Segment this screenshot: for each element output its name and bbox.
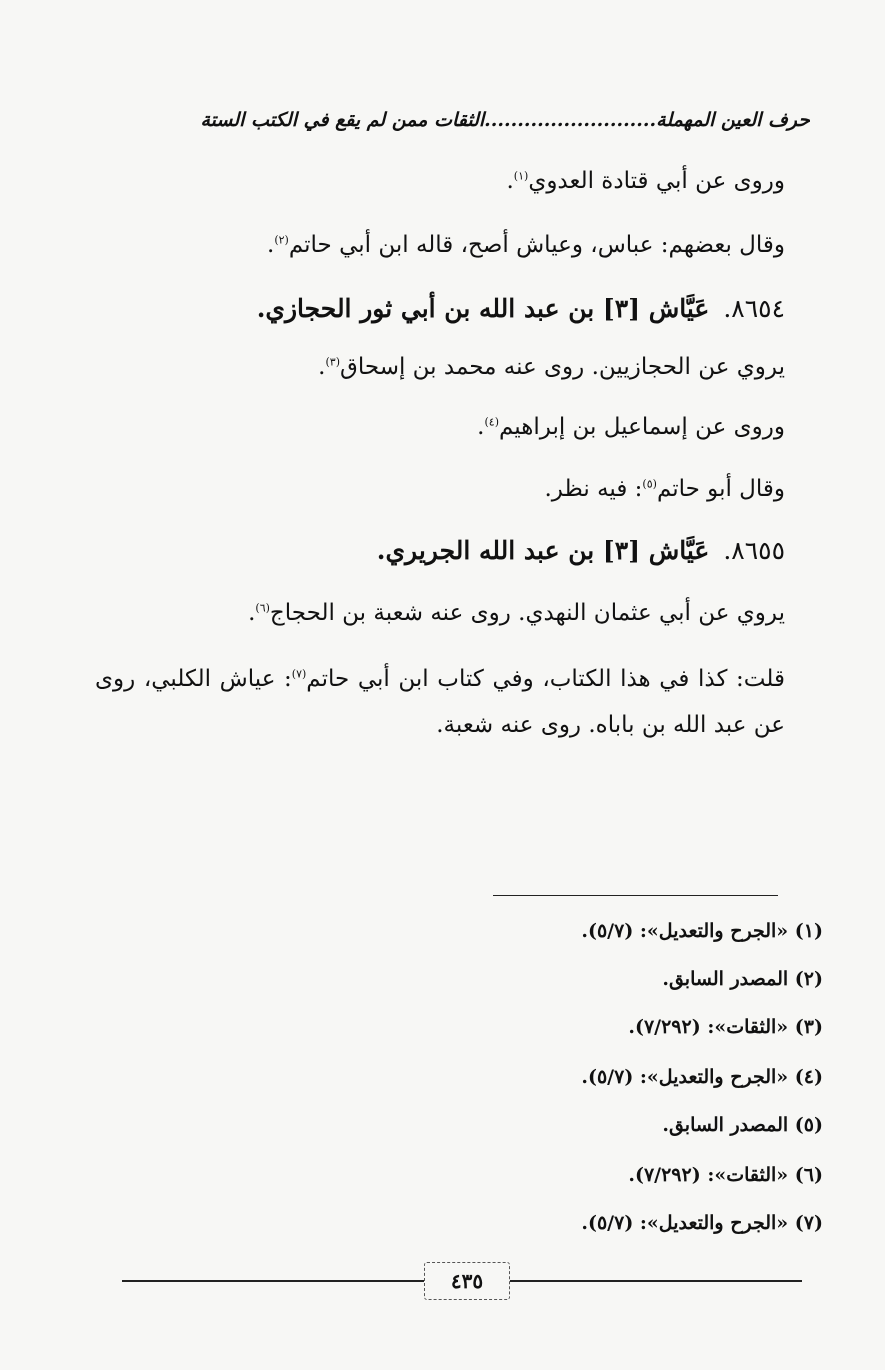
entry-8654	[257, 290, 785, 328]
entry-title: عَيَّاش [٣] بن عبد الله الجريري.	[376, 536, 710, 565]
running-header	[140, 102, 810, 138]
paragraph-text: وقال أبو حاتم	[656, 476, 785, 502]
paragraph-text: وروى عن أبي قتادة العدوي	[528, 168, 785, 194]
paragraph-5	[545, 472, 786, 506]
header-book-title: الثقات ممن لم يقع في الكتب الستة	[200, 109, 485, 131]
footnote-5: (٥) المصدر السابق.	[662, 1114, 823, 1136]
paragraph-6	[248, 596, 785, 630]
paragraph-3	[318, 350, 785, 384]
paragraph-end: .	[477, 414, 485, 440]
paragraph-text-end: : عياش الكلبي، روى عن عبد الله بن باباه. روى عنه شعبة.	[95, 666, 785, 738]
paragraph-end: .	[318, 354, 326, 380]
paragraph-4	[477, 410, 785, 444]
paragraph-end: .	[506, 168, 514, 194]
paragraph-text: يروي عن الحجازيين. روى عنه محمد بن إسحاق	[340, 354, 785, 380]
footnote-6: (٦) «الثقات»: (٧/٢٩٢).	[628, 1164, 823, 1186]
entry-number: ٨٦٥٤.	[723, 294, 785, 323]
entry-number: ٨٦٥٥.	[723, 536, 785, 565]
footnote-1: (١) «الجرح والتعديل»: (٥/٧).	[581, 920, 823, 942]
footnote-ref[interactable]: (٢)	[274, 233, 289, 247]
paragraph-end: .	[248, 600, 256, 626]
paragraph-text: وقال بعضهم: عباس، وعياش أصح، قاله ابن أبي حاتم	[288, 232, 785, 258]
paragraph-text: قلت: كذا في هذا الكتاب، وفي كتاب ابن أبي حاتم	[306, 666, 785, 692]
header-chapter: حرف العين المهملة	[656, 109, 810, 131]
entry-title: عَيَّاش [٣] بن عبد الله بن أبي ثور الحجازي.	[256, 294, 710, 323]
footnote-2: (٢) المصدر السابق.	[662, 968, 823, 990]
footnote-4: (٤) «الجرح والتعديل»: (٥/٧).	[581, 1066, 823, 1088]
paragraph-end: .	[267, 232, 275, 258]
footnote-separator	[493, 895, 778, 896]
footnote-ref[interactable]: (٦)	[255, 601, 270, 615]
footnote-ref[interactable]: (١)	[513, 169, 529, 183]
footnote-ref[interactable]: (٥)	[642, 477, 657, 491]
closing-paragraph	[95, 656, 785, 748]
footnote-ref[interactable]: (٧)	[291, 667, 307, 681]
paragraph-text: وروى عن إسماعيل بن إبراهيم	[498, 414, 785, 440]
page-number: ٤٣٥	[424, 1262, 510, 1300]
header-dots: ..........................	[484, 109, 657, 131]
footnote-ref[interactable]: (٣)	[325, 355, 340, 369]
paragraph-end: : فيه نظر.	[544, 476, 643, 502]
paragraph-2	[267, 228, 785, 262]
paragraph-text: يروي عن أبي عثمان النهدي. روى عنه شعبة بن الحجاج	[269, 600, 785, 626]
footnote-7: (٧) «الجرح والتعديل»: (٥/٧).	[581, 1212, 823, 1234]
footnote-3: (٣) «الثقات»: (٧/٢٩٢).	[628, 1016, 823, 1038]
entry-8655	[377, 532, 785, 570]
paragraph-1	[506, 164, 785, 198]
footnote-ref[interactable]: (٤)	[484, 415, 499, 429]
